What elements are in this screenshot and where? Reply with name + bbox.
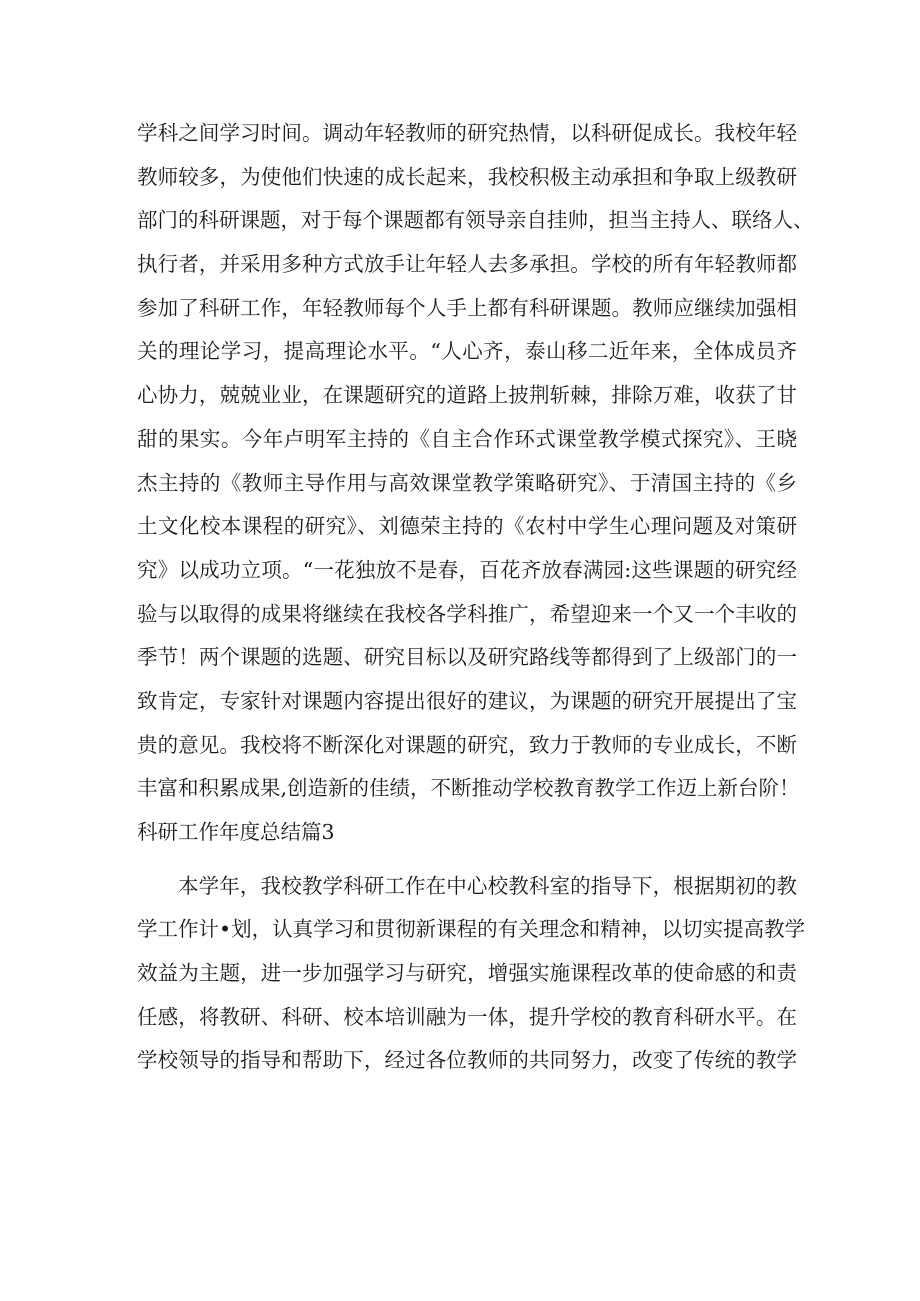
document-body xyxy=(137,112,814,1083)
text-line: 关的理论学习，提高理论水平。“人心齐，泰山移二近年来，全体成员齐 xyxy=(137,339,797,364)
text-line: 季节！两个课题的选题、研究目标以及研究路线等都得到了上级部门的一 xyxy=(137,645,797,670)
paragraph-2 xyxy=(137,865,806,1083)
text-line: 丰富和积累成果,创造新的佳绩，不断推动学校教育教学工作迈上新台阶！ xyxy=(137,776,800,801)
text-line: 学校领导的指导和帮助下，经过各位教师的共同努力，改变了传统的教学 xyxy=(137,1048,797,1073)
text-line: 部门的科研课题，对于每个课题都有领导亲自挂帅，担当主持人、联络人、 xyxy=(137,208,814,233)
text-line: 致肯定，专家针对课题内容提出很好的建议，为课题的研究开展提出了宝 xyxy=(137,688,797,713)
text-line: 学科之间学习时间。调动年轻教师的研究热情，以科研促成长。我校年轻 xyxy=(137,121,797,145)
text-line: 究》以成功立项。“一花独放不是春，百花齐放春满园:这些课题的研究经 xyxy=(137,557,797,582)
text-line: 杰主持的《教师主导作用与高效课堂教学策略研究》、于清国主持的《乡 xyxy=(137,470,797,495)
text-line: 土文化校本课程的研究》、刘德荣主持的《农村中学生心理问题及对策研 xyxy=(137,514,797,539)
text-line: 本学年，我校教学科研工作在中心校教科室的指导下，根据期初的教 xyxy=(178,873,797,898)
text-line: 心协力，兢兢业业，在课题研究的道路上披荆斩棘，排除万难，收获了甘 xyxy=(137,383,797,408)
text-line: 参加了科研工作，年轻教师每个人手上都有科研课题。教师应继续加强相 xyxy=(137,295,797,320)
text-line: 教师较多，为使他们快速的成长起来，我校积极主动承担和争取上级教研 xyxy=(137,164,797,189)
text-line: 贵的意见。我校将不断深化对课题的研究，致力于教师的专业成长，不断 xyxy=(137,732,797,757)
text-line: 任感，将教研、科研、校本培训融为一体，提升学校的教育科研水平。在 xyxy=(137,1004,797,1029)
paragraph-1 xyxy=(137,112,814,811)
text-line: 验与以取得的成果将继续在我校各学科推广，希望迎来一个又一个丰收的 xyxy=(137,601,797,626)
text-line: 甜的果实。今年卢明军主持的《自主合作环式课堂教学模式探究》、王晓 xyxy=(137,426,797,451)
paragraph-spacer xyxy=(137,855,797,865)
section-heading: 科研工作年度总结篇3 xyxy=(137,820,335,844)
text-line: 学工作计•划，认真学习和贯彻新课程的有关理念和精神，以切实提高教学 xyxy=(137,917,806,942)
text-line: 效益为主题，进一步加强学习与研究，增强实施课程改革的使命感的和责 xyxy=(137,961,797,986)
text-line: 执行者，并采用多种方式放手让年轻人去多承担。学校的所有年轻教师都 xyxy=(137,252,797,277)
